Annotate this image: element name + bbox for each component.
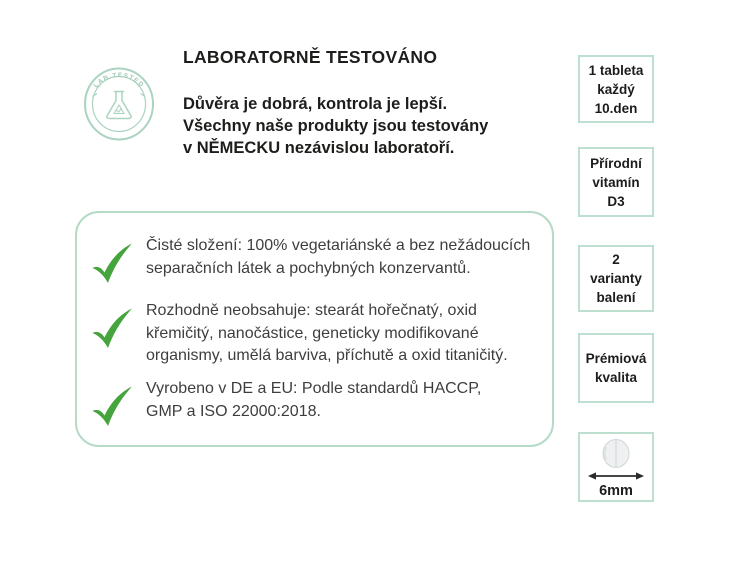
checklist-item: [89, 300, 508, 368]
checklist-item-text: [146, 300, 508, 368]
text-line: 2: [612, 252, 620, 267]
intro-line: Důvěra je dobrá, kontrola je lepší.: [183, 95, 448, 113]
text-line: D3: [607, 193, 625, 209]
text-line: varianty: [590, 271, 642, 286]
text-line: separačních látek a pochybných konzervantů.: [146, 259, 471, 277]
info-box-label: [589, 61, 644, 118]
info-box-quality: [578, 333, 654, 403]
info-box-label: [590, 250, 642, 307]
checkmark-icon: [89, 384, 135, 430]
badge-curved-label: LAB TESTED: [92, 71, 146, 90]
text-line: Rozhodně neobsahuje: stearát hořečnatý, oxid: [146, 302, 477, 319]
checklist-item-text: [146, 378, 481, 423]
text-line: 1 tableta: [588, 62, 644, 78]
info-box-label: [590, 154, 642, 211]
info-box-dosage: [578, 55, 654, 123]
diameter-arrow-icon: [588, 470, 644, 482]
text-line: Přírodní: [590, 155, 642, 171]
text-line: Prémiová: [585, 351, 647, 366]
text-line: organismy, umělá barviva, příchutě a oxid titaničitý.: [146, 347, 508, 364]
text-line: každý: [597, 81, 635, 97]
intro-text: [183, 93, 488, 159]
text-line: Čisté složení: 100% vegetariánské a bez nežádoucích: [146, 237, 531, 254]
text-line: GMP a ISO 22000:2018.: [146, 402, 321, 420]
text-line: balení: [596, 290, 636, 305]
info-box-label: [586, 349, 647, 387]
checkmark-icon: [89, 241, 135, 287]
tablet-icon: [600, 438, 632, 470]
lab-flask-icon: [107, 92, 131, 119]
text-line: 10.den: [594, 100, 638, 116]
checklist-item: [89, 378, 481, 430]
intro-line: Všechny naše produkty jsou testovány: [183, 117, 489, 135]
info-box-variants: [578, 245, 654, 312]
checkmark-icon: [89, 306, 135, 352]
text-line: Vyrobeno v DE a EU: Podle standardů HACCP,: [146, 380, 482, 397]
page-title: LABORATORNĚ TESTOVÁNO: [183, 47, 438, 67]
info-box-vitamin: [578, 147, 654, 217]
checklist-panel: [75, 211, 554, 447]
text-line: kvalita: [594, 370, 637, 385]
lab-tested-badge: [80, 64, 158, 144]
text-line: vitamín: [592, 174, 640, 190]
header-block: [183, 47, 488, 159]
checklist-item-text: [146, 235, 530, 280]
tablet-size-label: 6mm: [599, 483, 633, 499]
intro-line: v NĚMECKU nezávislou laboratoří.: [183, 139, 455, 157]
info-box-tablet-size: [578, 432, 654, 502]
text-line: křemičitý, nanočástice, geneticky modifikované: [146, 324, 479, 342]
checklist-item: [89, 235, 530, 287]
